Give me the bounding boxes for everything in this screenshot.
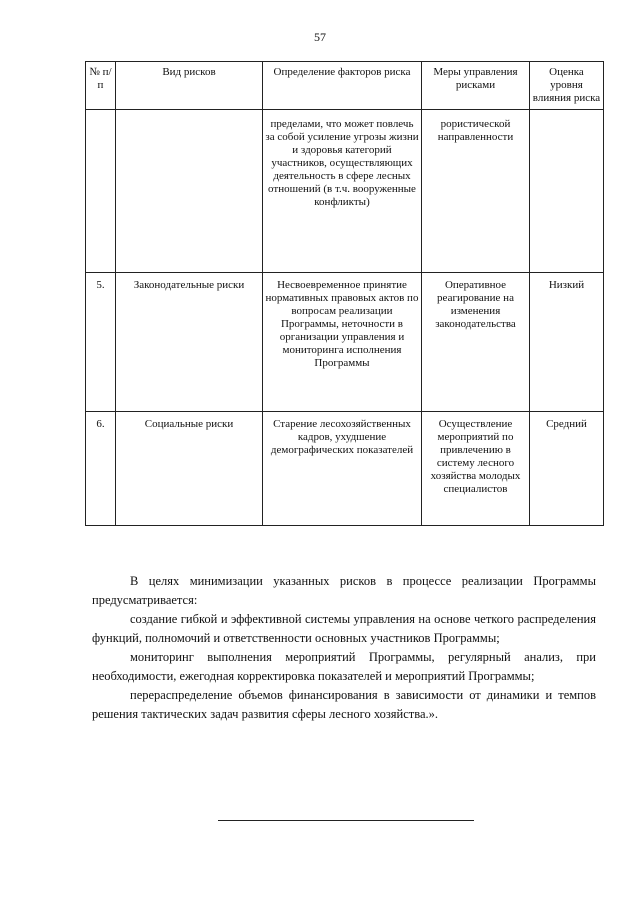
cell-factors: пределами, что может повлечь за собой усиление угрозы жизни и здоровья категорий участников, осуществляющих деятельность в сфере лесных отношений (в т.ч. вооруженные конфликты) — [263, 110, 422, 273]
cell-measures: Оперативное реагирование на изменения законодательства — [422, 273, 530, 412]
cell-risk-type — [116, 110, 263, 273]
cell-impact — [530, 110, 604, 273]
header-risk-type: Вид рисков — [116, 62, 263, 110]
cell-factors: Старение лесохозяйственных кадров, ухудшение демографических показателей — [263, 412, 422, 526]
paragraph-item: мониторинг выполнения мероприятий Программы, регулярный анализ, при необходимости, ежегодная корректировка показателей и мероприятий Программы; — [92, 650, 596, 683]
cell-risk-type: Законодательные риски — [116, 273, 263, 412]
header-factors: Определение факторов риска — [263, 62, 422, 110]
cell-risk-type: Социальные риски — [116, 412, 263, 526]
cell-measures: Осуществление мероприятий по привлечению в систему лесного хозяйства молодых специалистов — [422, 412, 530, 526]
cell-measures: рористической направленности — [422, 110, 530, 273]
paragraph-item: создание гибкой и эффективной системы управления на основе четкого распределения функций, полномочий и ответственности основных участников Программы; — [92, 612, 596, 645]
cell-num: 6. — [86, 412, 116, 526]
header-measures: Меры управления рисками — [422, 62, 530, 110]
paragraph-intro: В целях минимизации указанных рисков в процессе реализации Программы предусматривается: — [92, 574, 596, 607]
cell-factors: Несвоевременное принятие нормативных правовых актов по вопросам реализации Программы, неточности в организации управления и мониторинга исполнения Программы — [263, 273, 422, 412]
table-row — [86, 273, 604, 412]
cell-impact: Низкий — [530, 273, 604, 412]
table-row — [86, 412, 604, 526]
cell-num — [86, 110, 116, 273]
cell-num: 5. — [86, 273, 116, 412]
page-number: 57 — [314, 30, 326, 44]
divider-line — [218, 820, 474, 821]
table-row — [86, 110, 604, 273]
header-num: № п/п — [86, 62, 116, 110]
paragraph-item: перераспределение объемов финансирования в зависимости от динамики и темпов решения тактических задач развития сферы лесного хозяйства.». — [92, 688, 596, 721]
risk-table — [85, 61, 604, 526]
cell-impact: Средний — [530, 412, 604, 526]
body-text — [92, 572, 596, 724]
table-header-row — [86, 62, 604, 110]
header-impact: Оценка уровня влияния риска — [530, 62, 604, 110]
